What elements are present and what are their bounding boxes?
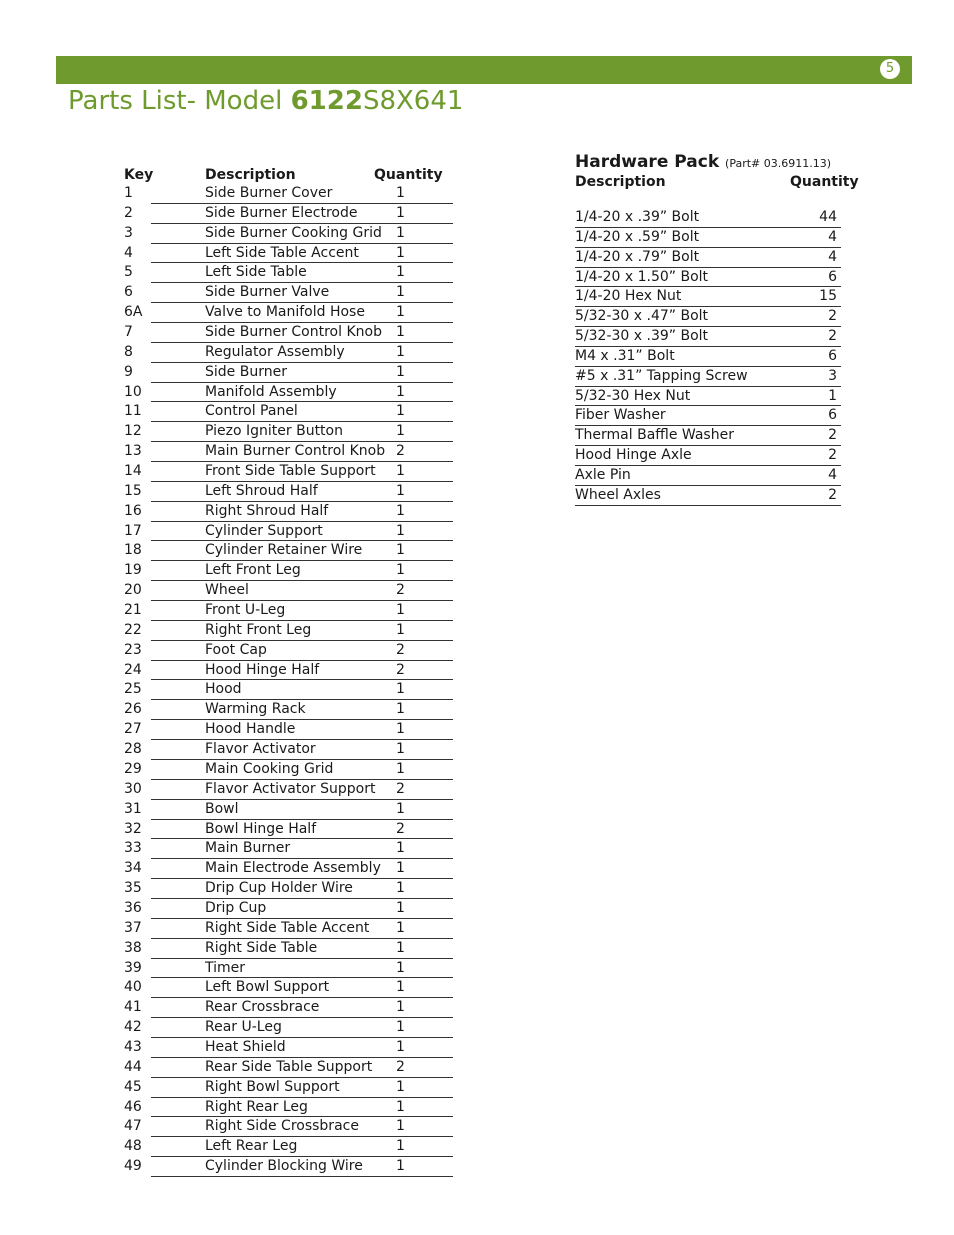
table-row [575,268,841,288]
hardware-quantity: 2 [828,447,837,464]
row-underline [151,739,453,740]
part-quantity: 1 [396,264,405,281]
part-description: Drip Cup Holder Wire [205,880,353,897]
part-key: 42 [124,1019,142,1036]
row-underline [151,1136,453,1137]
row-underline [151,540,453,541]
part-description: Manifold Assembly [205,383,337,400]
row-underline [151,501,453,502]
row-underline [151,342,453,343]
description-column-header: Description [205,167,296,183]
part-description: Right Side Table [205,939,318,956]
row-underline [151,898,453,899]
hardware-description: 1/4-20 x .39” Bolt [575,209,700,225]
row-underline [151,580,453,581]
part-quantity: 1 [396,204,405,221]
part-description: Front U-Leg [205,602,286,619]
part-quantity: 1 [396,621,405,638]
part-key: 45 [124,1078,142,1095]
part-key: 24 [124,661,142,678]
part-description: Right Side Crossbrace [205,1118,359,1135]
hardware-description: 1/4-20 x .59” Bolt [575,228,700,245]
part-key: 20 [124,582,142,599]
part-key: 14 [124,463,142,480]
hardware-description: 1/4-20 x 1.50” Bolt [575,268,709,285]
row-underline [151,679,453,680]
part-description: Left Rear Leg [205,1138,298,1155]
part-description: Right Rear Leg [205,1098,308,1115]
part-key: 48 [124,1138,142,1155]
table-row [575,466,841,486]
row-underline [151,938,453,939]
hardware-quantity: 2 [828,427,837,444]
table-row [575,347,841,367]
part-quantity: 1 [396,701,405,718]
hardware-quantity: 4 [828,228,837,245]
part-description: Bowl [205,800,239,817]
part-quantity: 1 [396,284,405,301]
row-underline [151,977,453,978]
part-key: 34 [124,860,142,877]
part-quantity: 1 [396,860,405,877]
hardware-description-header: Description [575,174,666,190]
part-description: Hood [205,681,242,698]
part-key: 22 [124,621,142,638]
part-key: 38 [124,939,142,956]
part-key: 18 [124,542,142,559]
part-key: 12 [124,423,142,440]
part-description: Right Bowl Support [205,1078,340,1095]
hardware-description: 5/32-30 x .39” Bolt [575,328,709,345]
part-quantity: 1 [396,562,405,579]
row-underline [151,918,453,919]
row-underline [151,719,453,720]
part-description: Heat Shield [205,1038,286,1055]
part-quantity: 1 [396,681,405,698]
part-key: 28 [124,741,142,758]
part-quantity: 2 [396,661,405,678]
hardware-quantity: 1 [828,387,837,404]
part-quantity: 1 [396,482,405,499]
hardware-quantity-header: Quantity [790,174,859,190]
row-underline [151,838,453,839]
part-description: Wheel [205,582,249,599]
hardware-quantity: 6 [828,407,837,424]
part-key: 17 [124,522,142,539]
part-quantity: 1 [396,880,405,897]
hardware-description: Wheel Axles [575,486,661,503]
part-description: Main Burner Control Knob [205,443,386,460]
table-row [575,287,841,307]
part-quantity: 1 [396,602,405,619]
hardware-quantity: 6 [828,268,837,285]
part-key: 43 [124,1038,142,1055]
part-quantity: 1 [396,1078,405,1095]
row-underline [151,958,453,959]
part-key: 27 [124,721,142,738]
hardware-description: 5/32-30 Hex Nut [575,387,691,404]
part-key: 19 [124,562,142,579]
part-key: 33 [124,840,142,857]
table-row [575,486,841,506]
part-key: 5 [124,264,133,281]
part-description: Side Burner Valve [205,284,330,301]
part-description: Control Panel [205,403,298,420]
part-quantity: 2 [396,443,405,460]
part-description: Left Side Table [205,264,307,281]
row-underline [151,203,453,204]
part-key: 1 [124,185,133,201]
row-underline [151,322,453,323]
part-quantity: 1 [396,423,405,440]
part-description: Piezo Igniter Button [205,423,343,440]
row-underline [151,362,453,363]
row-underline [151,1097,453,1098]
part-key: 39 [124,959,142,976]
hardware-quantity: 6 [828,347,837,364]
row-underline [151,461,453,462]
part-description: Left Shroud Half [205,482,318,499]
row-underline [151,858,453,859]
title-model-bold: 6122 [290,86,363,116]
part-quantity: 1 [396,840,405,857]
row-underline [151,759,453,760]
hardware-description: Thermal Baffle Washer [575,427,734,444]
part-key: 35 [124,880,142,897]
part-description: Side Burner Cover [205,185,333,201]
hardware-quantity: 44 [819,209,837,225]
row-underline [151,819,453,820]
hardware-pack-part-number: (Part# 03.6911.13) [725,157,832,170]
part-quantity: 1 [396,1019,405,1036]
part-key: 6A [124,304,143,321]
row-underline [151,223,453,224]
hardware-quantity: 2 [828,328,837,345]
part-description: Left Bowl Support [205,979,330,996]
part-description: Side Burner [205,363,287,380]
part-quantity: 1 [396,939,405,956]
part-description: Rear Side Table Support [205,1058,373,1075]
table-row [575,327,841,347]
row-underline [151,1116,453,1117]
part-description: Flavor Activator [205,741,316,758]
row-underline [151,997,453,998]
row-underline [151,262,453,263]
part-key: 32 [124,820,142,837]
part-description: Side Burner Electrode [205,204,358,221]
title-model-suffix: S8X641 [362,86,464,116]
part-quantity: 2 [396,582,405,599]
part-key: 49 [124,1158,142,1175]
part-quantity: 2 [396,641,405,658]
part-quantity: 1 [396,999,405,1016]
part-key: 7 [124,324,133,341]
page-title [68,86,463,116]
row-underline [151,401,453,402]
row-underline [151,1176,453,1177]
part-quantity: 1 [396,1038,405,1055]
row-underline [151,560,453,561]
table-row [575,367,841,387]
part-quantity: 1 [396,721,405,738]
table-row [575,426,841,446]
part-description: Warming Rack [205,701,306,718]
part-description: Side Burner Cooking Grid [205,224,382,241]
table-row [575,387,841,407]
part-key: 44 [124,1058,142,1075]
table-row [575,406,841,426]
hardware-quantity: 2 [828,308,837,325]
hardware-quantity: 2 [828,486,837,503]
hardware-pack-title: Hardware Pack [575,152,720,172]
hardware-description: 1/4-20 Hex Nut [575,288,682,305]
part-description: Main Burner [205,840,291,857]
part-quantity: 1 [396,502,405,519]
part-description: Valve to Manifold Hose [205,304,365,321]
hardware-description: Fiber Washer [575,407,666,424]
hardware-description: 5/32-30 x .47” Bolt [575,308,709,325]
part-quantity: 1 [396,959,405,976]
part-key: 13 [124,443,142,460]
page-number-badge: 5 [880,59,900,79]
part-key: 16 [124,502,142,519]
row-underline [151,1017,453,1018]
part-quantity: 1 [396,800,405,817]
part-quantity: 2 [396,780,405,797]
table-row [575,307,841,327]
row-underline [151,600,453,601]
row-underline [151,441,453,442]
part-quantity: 1 [396,760,405,777]
hardware-description: M4 x .31” Bolt [575,347,675,364]
quantity-column-header: Quantity [374,167,443,183]
part-key: 41 [124,999,142,1016]
part-quantity: 1 [396,899,405,916]
hardware-description: #5 x .31” Tapping Screw [575,367,748,384]
part-quantity: 1 [396,1118,405,1135]
hardware-table-body [575,208,841,506]
table-row [575,446,841,466]
part-key: 26 [124,701,142,718]
part-quantity: 1 [396,1098,405,1115]
part-description: Right Side Table Accent [205,919,370,936]
part-description: Rear Crossbrace [205,999,320,1016]
part-description: Hood Handle [205,721,296,738]
part-key: 2 [124,204,133,221]
part-key: 23 [124,641,142,658]
row-underline [151,620,453,621]
part-quantity: 1 [396,244,405,261]
hardware-quantity: 4 [828,248,837,265]
row-underline [151,660,453,661]
part-key: 15 [124,482,142,499]
part-quantity: 1 [396,224,405,241]
part-quantity: 1 [396,324,405,341]
part-quantity: 1 [396,1158,405,1175]
row-underline [151,243,453,244]
part-key: 25 [124,681,142,698]
part-description: Main Cooking Grid [205,760,334,777]
hardware-pack-section [575,152,859,506]
hardware-quantity: 3 [828,367,837,384]
hardware-table-header [575,174,859,194]
row-underline [151,521,453,522]
row-underline [151,282,453,283]
part-description: Timer [205,959,246,976]
part-description: Side Burner Control Knob [205,324,382,341]
part-key: 21 [124,602,142,619]
part-quantity: 1 [396,1138,405,1155]
row-underline [151,640,453,641]
row-underline [151,779,453,780]
table-row [575,228,841,248]
part-key: 6 [124,284,133,301]
part-description: Rear U-Leg [205,1019,282,1036]
part-description: Bowl Hinge Half [205,820,317,837]
part-description: Cylinder Retainer Wire [205,542,363,559]
part-quantity: 1 [396,185,405,201]
part-quantity: 1 [396,919,405,936]
part-description: Cylinder Support [205,522,323,539]
part-description: Flavor Activator Support [205,780,376,797]
part-quantity: 1 [396,363,405,380]
part-quantity: 1 [396,304,405,321]
part-description: Foot Cap [205,641,267,658]
part-description: Cylinder Blocking Wire [205,1158,363,1175]
part-key: 10 [124,383,142,400]
part-description: Left Front Leg [205,562,301,579]
part-key: 3 [124,224,133,241]
part-key: 47 [124,1118,142,1135]
part-key: 8 [124,343,133,360]
hardware-description: 1/4-20 x .79” Bolt [575,248,700,265]
part-quantity: 1 [396,383,405,400]
part-quantity: 1 [396,343,405,360]
part-quantity: 1 [396,403,405,420]
hardware-description: Axle Pin [575,466,631,483]
part-quantity: 1 [396,522,405,539]
table-row [575,248,841,268]
part-key: 9 [124,363,133,380]
part-description: Drip Cup [205,899,267,916]
part-description: Right Front Leg [205,621,312,638]
row-underline [151,878,453,879]
part-description: Right Shroud Half [205,502,329,519]
part-quantity: 1 [396,542,405,559]
part-description: Left Side Table Accent [205,244,359,261]
part-quantity: 2 [396,820,405,837]
key-column-header: Key [124,167,154,183]
title-prefix: Parts List- Model [68,86,291,116]
row-underline [151,421,453,422]
row-underline [151,1037,453,1038]
row-underline [151,699,453,700]
row-underline [151,1156,453,1157]
part-key: 40 [124,979,142,996]
row-underline [151,1057,453,1058]
part-key: 11 [124,403,142,420]
row-underline [151,799,453,800]
part-description: Main Electrode Assembly [205,860,381,877]
hardware-quantity: 15 [819,288,837,305]
header-banner [56,56,912,84]
part-description: Front Side Table Support [205,463,376,480]
part-key: 4 [124,244,133,261]
part-description: Regulator Assembly [205,343,345,360]
row-underline [151,302,453,303]
part-key: 36 [124,899,142,916]
hardware-pack-heading [575,152,841,172]
part-key: 29 [124,760,142,777]
part-quantity: 1 [396,979,405,996]
part-key: 46 [124,1098,142,1115]
part-key: 37 [124,919,142,936]
row-underline [151,481,453,482]
part-quantity: 2 [396,1058,405,1075]
part-quantity: 1 [396,741,405,758]
hardware-quantity: 4 [828,466,837,483]
row-underline [151,1077,453,1078]
table-row [575,208,841,228]
part-key: 31 [124,800,142,817]
hardware-description: Hood Hinge Axle [575,447,692,464]
part-key: 30 [124,780,142,797]
part-quantity: 1 [396,463,405,480]
part-description: Hood Hinge Half [205,661,320,678]
row-underline [151,382,453,383]
